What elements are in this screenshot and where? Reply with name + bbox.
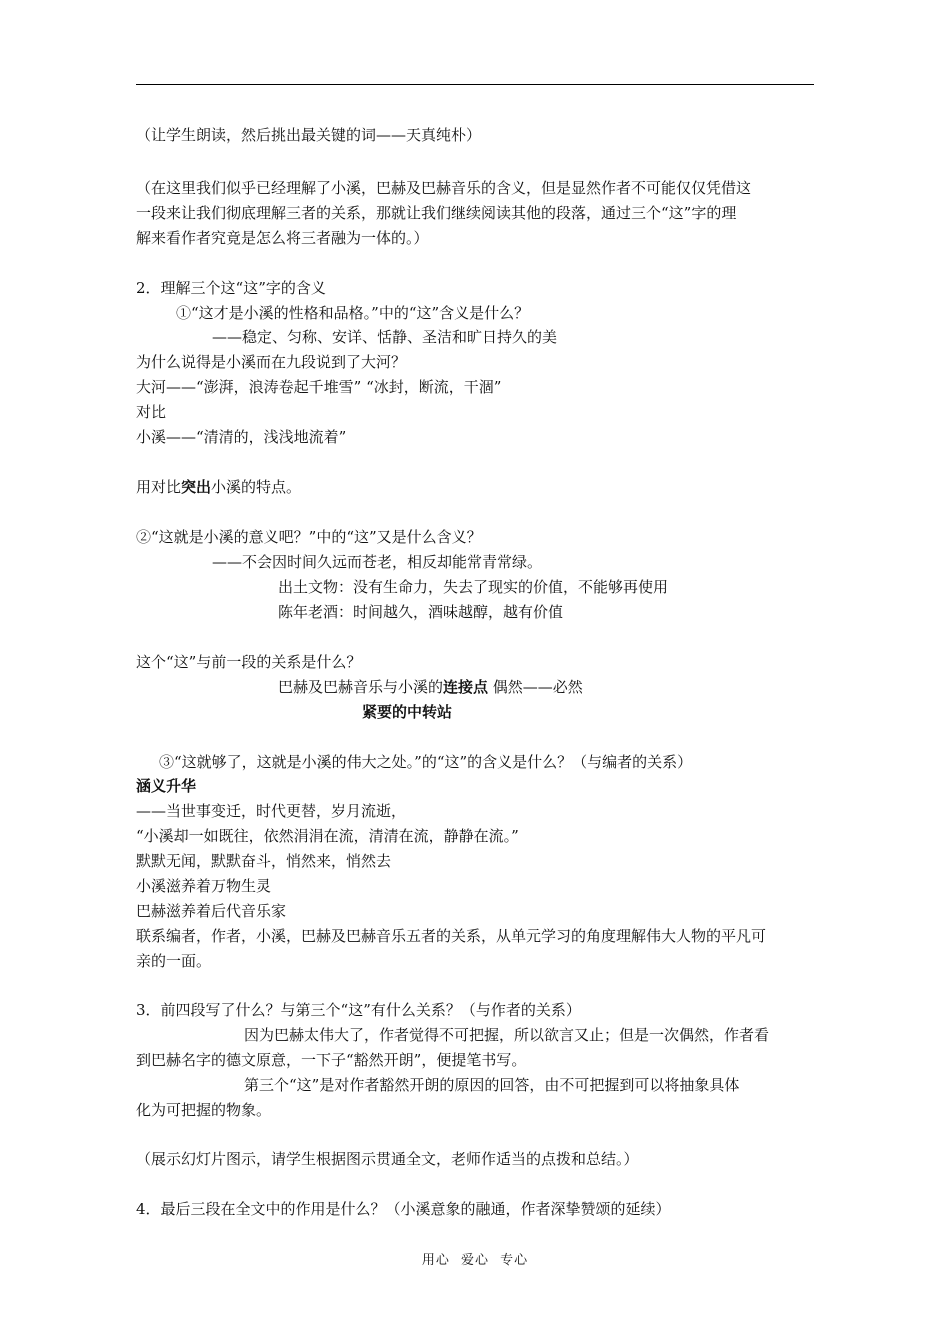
line: 陈年老酒：时间越久，酒味越醇，越有价值 [278, 603, 564, 621]
text-span: 巴赫及巴赫音乐与小溪的 [278, 678, 444, 696]
line: 小溪滋养着万物生灵 [136, 877, 272, 895]
line: 为什么说得是小溪而在九段说到了大河？ [136, 353, 407, 371]
question: ②“这就是小溪的意义吧？”中的“这”又是什么含义？ [136, 528, 482, 546]
line: 因为巴赫太伟大了，作者觉得不可把握，所以欲言又止；但是一次偶然，作者看 [244, 1026, 770, 1044]
line: 到巴赫名字的德文原意，一下子“豁然开朗”，便提笔书写。 [136, 1051, 527, 1069]
line: 小溪——“清清的，浅浅地流着” [136, 428, 347, 446]
line: 解来看作者究竟是怎么将三者融为一体的。） [136, 229, 429, 247]
answer: ——不会因时间久远而苍老，相反却能常青常绿。 [212, 553, 543, 571]
line [278, 677, 583, 697]
line: 大河——“澎湃，浪涛卷起千堆雪” “冰封，断流，干涸” [136, 378, 502, 396]
answer: ——稳定、匀称、安详、恬静、圣洁和旷日持久的美 [212, 328, 558, 346]
line: 出土文物：没有生命力，失去了现实的价值，不能够再使用 [278, 578, 669, 596]
line: 联系编者，作者，小溪，巴赫及巴赫音乐五者的关系，从单元学习的角度理解伟大人物的平凡可 [136, 927, 767, 945]
line: 第三个“这”是对作者豁然开朗的原因的回答，由不可把握到可以将抽象具体 [244, 1076, 740, 1094]
bold-line: 紧要的中转站 [362, 703, 453, 721]
bold-text: 突出 [181, 478, 212, 496]
question: ①“这才是小溪的性格和品格。”中的“这”含义是什么？ [176, 304, 530, 322]
text-span: 偶然——必然 [488, 678, 583, 696]
line: 化为可把握的物象。 [136, 1101, 272, 1119]
bold-text: 连接点 [443, 678, 489, 696]
question: ③“这就够了，这就是小溪的伟大之处。”的“这”的含义是什么？（与编者的关系） [159, 753, 693, 771]
text-span: 用对比 [136, 478, 182, 496]
line: （在这里我们似乎已经理解了小溪，巴赫及巴赫音乐的含义，但是显然作者不可能仅仅凭借这 [136, 179, 752, 197]
line: （展示幻灯片图示，请学生根据图示贯通全文，老师作适当的点拨和总结。） [136, 1150, 639, 1168]
text-span: 小溪的特点。 [211, 478, 302, 496]
line: （让学生朗读，然后挑出最关键的词——天真纯朴） [136, 126, 482, 144]
line: 巴赫滋养着后代音乐家 [136, 902, 287, 920]
section-heading: 3．前四段写了什么？与第三个“这”有什么关系？（与作者的关系） [136, 1001, 581, 1019]
page-footer: 用心 爱心 专心 [421, 1253, 529, 1268]
section-heading: 4．最后三段在全文中的作用是什么？（小溪意象的融通，作者深挚赞颂的延续） [136, 1200, 671, 1218]
section-heading: 2．理解三个这“这”字的含义 [136, 279, 326, 297]
bold-line: 涵义升华 [136, 777, 197, 795]
line: 一段来让我们彻底理解三者的关系，那就让我们继续阅读其他的段落，通过三个“这”字的理 [136, 204, 737, 222]
header-rule [136, 84, 814, 85]
line: “小溪却一如既往，依然涓涓在流，清清在流，静静在流。” [136, 827, 519, 845]
line: 默默无闻，默默奋斗，悄然来，悄然去 [136, 852, 392, 870]
line: 这个“这”与前一段的关系是什么？ [136, 653, 362, 671]
line: ——当世事变迁，时代更替，岁月流逝， [136, 802, 407, 820]
line: 亲的一面。 [136, 952, 212, 970]
line [136, 477, 301, 497]
line: 对比 [136, 403, 167, 421]
